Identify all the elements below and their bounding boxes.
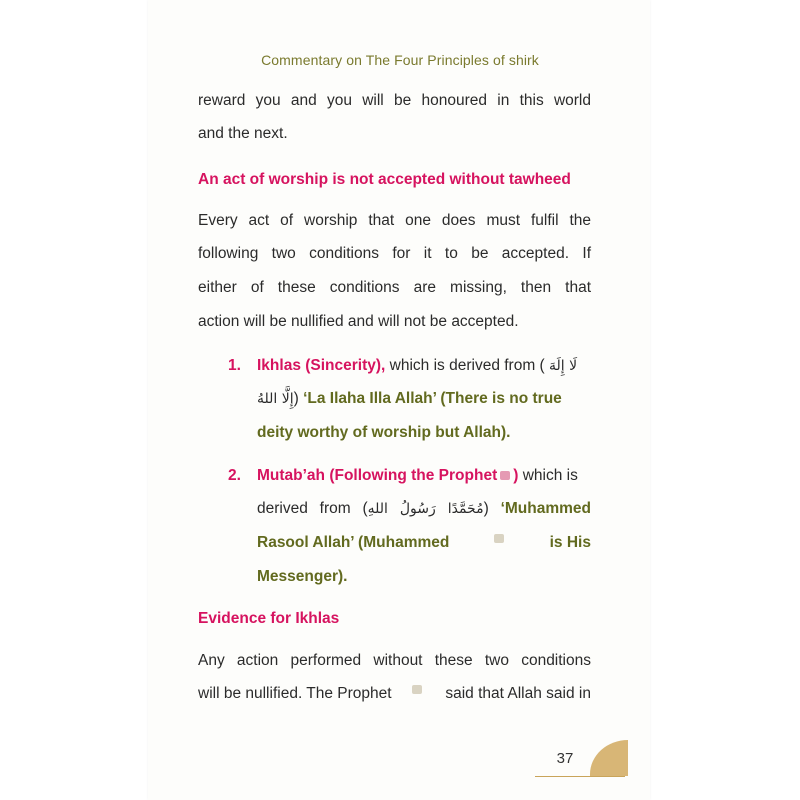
page-number: 37 <box>556 750 574 767</box>
list-item-1-text-b: ) <box>293 390 304 407</box>
section-heading-ikhlas: Evidence for Ikhlas <box>198 610 340 627</box>
arabic-la-ilaha: لَا إِلَهَ <box>549 358 578 374</box>
list-item-1-text-a: which is derived from ( <box>385 357 545 374</box>
list-item-1-line1 <box>257 357 577 375</box>
list-item-1-line2 <box>257 390 562 408</box>
arabic-illa-allah: إِلَّا اللهُ <box>257 391 294 407</box>
list-item-2-line3 <box>257 534 591 552</box>
list-item-2-line2 <box>257 500 591 518</box>
list-item-2-derived: derived from ( <box>257 500 368 517</box>
para3-line2-a: will be nullified. The Prophet <box>198 685 392 702</box>
list-item-1-translit: ‘La Ilaha Illa Allah’ (There is no true <box>303 390 562 407</box>
list-item-2-text-a: which is <box>518 467 578 484</box>
list-item-2-muhammed: ‘Muhammed <box>500 500 591 517</box>
salutation-icon <box>494 534 504 543</box>
para2-line3: either of these conditions are missing, then that <box>198 279 591 296</box>
para2-line2: following two conditions for it to be accepted. If <box>198 245 591 262</box>
salutation-icon <box>412 685 422 694</box>
salutation-icon <box>500 471 510 480</box>
list-item-2-paren: ) <box>483 500 501 517</box>
list-item-2-line4: Messenger). <box>257 568 348 585</box>
list-item-2-line1 <box>257 467 578 485</box>
term-mutabah-end: ) <box>513 467 519 484</box>
para1-line2: and the next. <box>198 125 288 142</box>
list-item-2-is-his: is His <box>549 534 591 551</box>
section-heading-tawheed: An act of worship is not accepted without tawheed <box>198 171 571 188</box>
para3-line2 <box>198 685 591 703</box>
para2-line1: Every act of worship that one does must fulfil the <box>198 212 591 229</box>
para3-line1: Any action performed without these two conditions <box>198 652 591 669</box>
list-number-1: 1. <box>228 357 241 374</box>
term-mutabah: Mutab’ah (Following the Prophet <box>257 467 498 484</box>
list-item-2-rasool: Rasool Allah’ (Muhammed <box>257 534 450 551</box>
footer-rule <box>535 776 625 777</box>
para3-line2-b: said that Allah said in <box>445 685 591 702</box>
term-ikhlas: Ikhlas (Sincerity), <box>257 357 386 374</box>
list-number-2: 2. <box>228 467 241 484</box>
list-item-1-line3: deity worthy of worship but Allah). <box>257 424 511 441</box>
para2-line4: action will be nullified and will not be accepted. <box>198 313 519 330</box>
arabic-muhammad-rasool: مُحَمَّدًا رَسُولُ اللهِ <box>367 501 484 517</box>
para1-line1: reward you and you will be honoured in this world <box>198 92 591 109</box>
running-head: Commentary on The Four Principles of shirk <box>261 52 539 68</box>
